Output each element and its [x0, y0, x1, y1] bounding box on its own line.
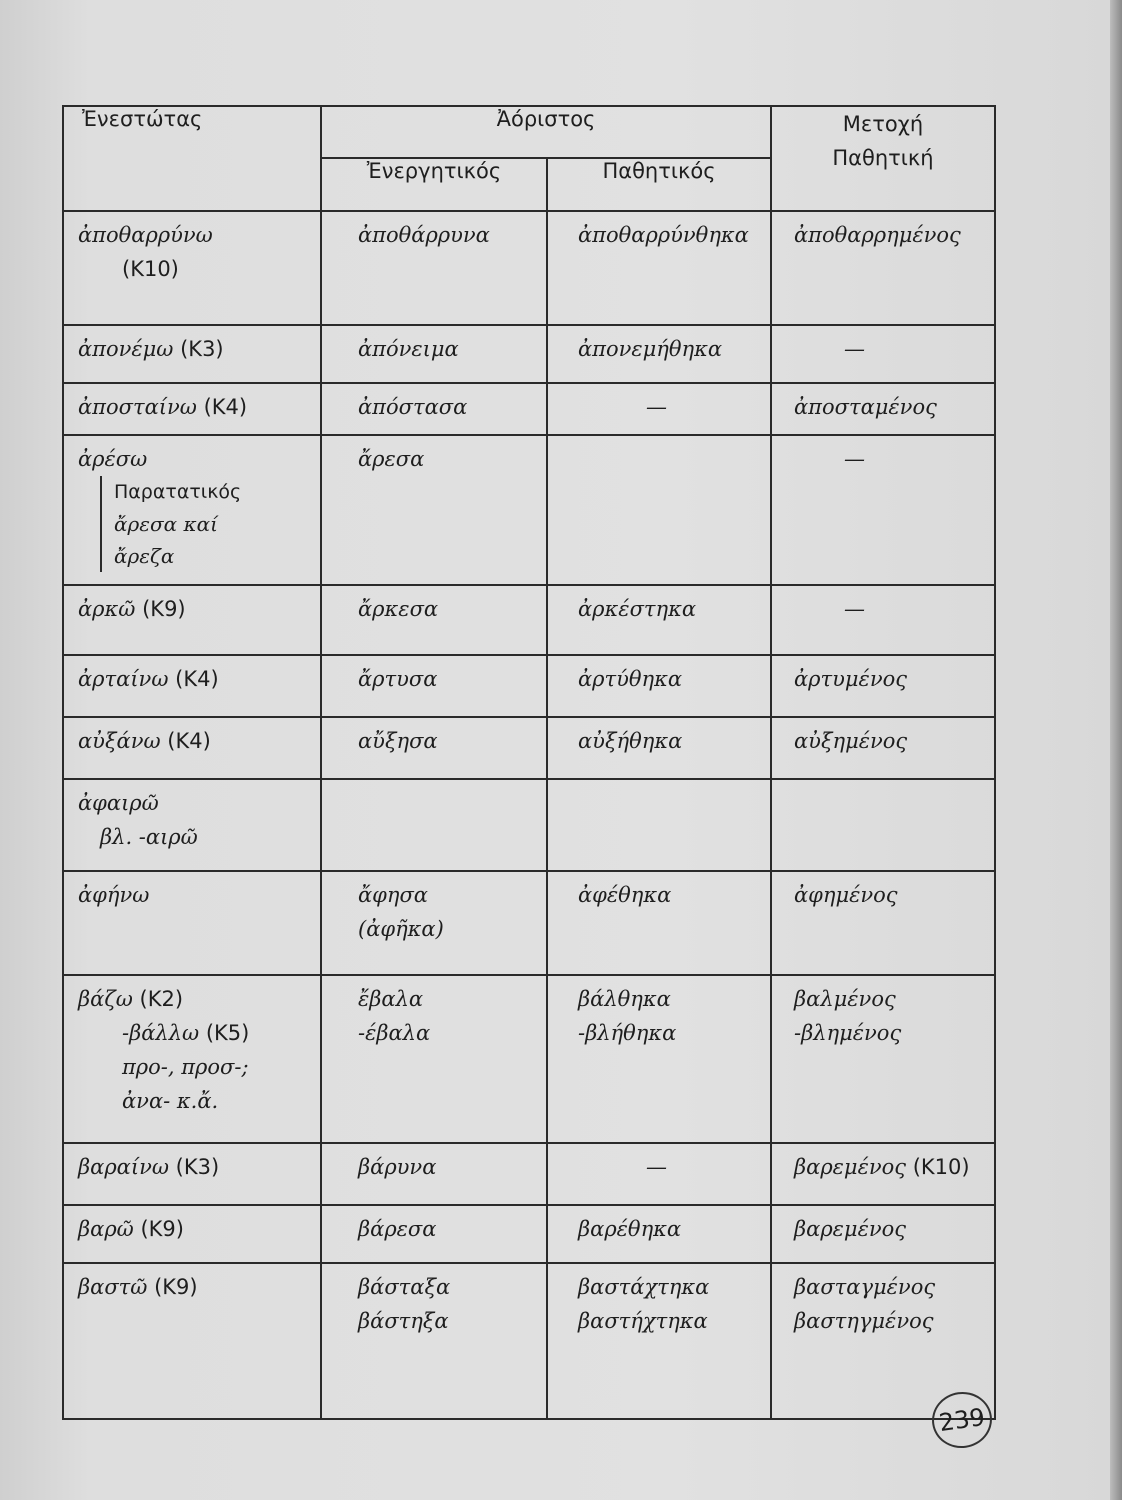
cell-passive-aorist — [547, 717, 771, 779]
table-row — [63, 325, 995, 383]
cell-text: (Κ10) — [122, 257, 179, 281]
cell-text: ἀνα- κ.ἄ. — [122, 1089, 219, 1113]
cell-text: — — [844, 597, 865, 621]
cell-passive-aorist — [547, 211, 771, 325]
cell-text: ἀφήνω — [78, 883, 150, 907]
cell-present — [63, 975, 321, 1143]
cell-text: βάρεσα — [358, 1217, 437, 1241]
cell-present — [63, 779, 321, 871]
imperfect-note-form: ἄρεσα καί — [114, 512, 218, 536]
table-row — [63, 779, 995, 871]
cell-text: βαραίνω (Κ3) — [78, 1155, 220, 1179]
cell-active-aorist — [321, 435, 547, 585]
cell-text: βάλθηκα — [578, 987, 671, 1011]
cell-text: -έβαλα — [358, 1021, 431, 1045]
cell-present — [63, 717, 321, 779]
page-edge-shadow — [1110, 0, 1122, 1500]
cell-text: προ-, προσ-; — [122, 1055, 249, 1079]
cell-present — [63, 383, 321, 435]
cell-text: ἀποθαρρύνθηκα — [578, 223, 749, 247]
cell-present — [63, 871, 321, 975]
cell-present — [63, 1205, 321, 1263]
cell-text: αὐξημένος — [794, 729, 908, 753]
cell-participle — [771, 211, 995, 325]
cell-participle — [771, 717, 995, 779]
table-row — [63, 435, 995, 585]
cell-active-aorist — [321, 975, 547, 1143]
cell-text: ἀποθάρρυνα — [358, 223, 490, 247]
header-active: Ἐνεργητικός — [321, 158, 547, 211]
cell-participle — [771, 779, 995, 871]
cell-text: βαλμένος — [794, 987, 896, 1011]
cell-text: ἀρέσω — [78, 447, 148, 471]
cell-text: βαρῶ (Κ9) — [78, 1217, 184, 1241]
cell-active-aorist — [321, 585, 547, 655]
header-present: Ἐνεστώτας — [63, 106, 321, 211]
cell-text: βαστήχτηκα — [578, 1309, 708, 1333]
header-participle: Μετοχή Παθητική — [771, 106, 995, 211]
cell-text: ἀποσταίνω (Κ4) — [78, 395, 248, 419]
table-row — [63, 211, 995, 325]
table-row — [63, 383, 995, 435]
cell-text: — — [646, 395, 667, 419]
cell-text: ἀφαιρῶ — [78, 791, 159, 815]
cell-text: βαστῶ (Κ9) — [78, 1275, 198, 1299]
cell-text: βαρεμένος (Κ10) — [794, 1155, 970, 1179]
cell-active-aorist — [321, 871, 547, 975]
imperfect-note — [100, 476, 320, 572]
table-row — [63, 655, 995, 717]
cell-text: βάσταξα — [358, 1275, 451, 1299]
cell-present — [63, 1263, 321, 1419]
cell-passive-aorist — [547, 1143, 771, 1205]
cell-participle — [771, 975, 995, 1143]
cell-text: ἀρκῶ (Κ9) — [78, 597, 186, 621]
cell-active-aorist — [321, 1143, 547, 1205]
cell-text: ἀπονέμω (Κ3) — [78, 337, 224, 361]
cell-text: βαρεμένος — [794, 1217, 907, 1241]
cell-text: ἀποθαρρημένος — [794, 223, 961, 247]
table-row — [63, 717, 995, 779]
cell-text: ἀρτυμένος — [794, 667, 907, 691]
cell-present — [63, 585, 321, 655]
cell-text: αὐξάνω (Κ4) — [78, 729, 211, 753]
cell-present — [63, 1143, 321, 1205]
cell-passive-aorist — [547, 585, 771, 655]
cell-text: βαρέθηκα — [578, 1217, 682, 1241]
cell-passive-aorist — [547, 975, 771, 1143]
header-aorist: Ἀόριστος — [321, 106, 771, 158]
cell-text: — — [646, 1155, 667, 1179]
table-row — [63, 1143, 995, 1205]
cell-text: ἀπονεμήθηκα — [578, 337, 723, 361]
cell-present — [63, 435, 321, 585]
cell-passive-aorist — [547, 655, 771, 717]
cell-text: ἀρκέστηκα — [578, 597, 697, 621]
imperfect-note-form: ἄρεζα — [114, 544, 175, 568]
table-row — [63, 1263, 995, 1419]
cell-participle — [771, 655, 995, 717]
cell-text: -βλημένος — [794, 1021, 902, 1045]
cell-text: ἄρτυσα — [358, 667, 438, 691]
cell-active-aorist — [321, 655, 547, 717]
cell-present — [63, 655, 321, 717]
cell-present — [63, 211, 321, 325]
cell-passive-aorist — [547, 383, 771, 435]
cell-text: ἄρεσα — [358, 447, 425, 471]
cell-text: βαστάχτηκα — [578, 1275, 710, 1299]
cell-passive-aorist — [547, 871, 771, 975]
table-row — [63, 975, 995, 1143]
cell-active-aorist — [321, 717, 547, 779]
verb-table — [62, 105, 996, 1420]
cell-text: ἀποσταμένος — [794, 395, 937, 419]
header-passive: Παθητικός — [547, 158, 771, 211]
cell-active-aorist — [321, 1205, 547, 1263]
cell-participle — [771, 871, 995, 975]
cell-participle — [771, 383, 995, 435]
cell-participle — [771, 325, 995, 383]
cell-present — [63, 325, 321, 383]
table-row — [63, 585, 995, 655]
cell-text: -βλήθηκα — [578, 1021, 677, 1045]
cell-active-aorist — [321, 325, 547, 383]
cell-active-aorist — [321, 211, 547, 325]
cell-text: ἀπόστασα — [358, 395, 468, 419]
cell-text: (ἀφῆκα) — [358, 917, 444, 941]
cell-active-aorist — [321, 779, 547, 871]
cell-text: ἄφησα — [358, 883, 428, 907]
cell-text: ἀρτύθηκα — [578, 667, 683, 691]
cell-active-aorist — [321, 383, 547, 435]
cell-participle — [771, 585, 995, 655]
header-row-1 — [63, 106, 995, 158]
cell-text: -βάλλω (Κ5) — [122, 1021, 250, 1045]
cell-participle — [771, 1143, 995, 1205]
cell-text: ἄρκεσα — [358, 597, 439, 621]
cell-passive-aorist — [547, 435, 771, 585]
cell-text: — — [844, 337, 865, 361]
cell-text: βαστηγμένος — [794, 1309, 934, 1333]
cell-text: ἀφημένος — [794, 883, 898, 907]
cell-text: ἀφέθηκα — [578, 883, 672, 907]
cell-passive-aorist — [547, 1263, 771, 1419]
cell-text: ἀποθαρρύνω — [78, 223, 213, 247]
cell-text: — — [844, 447, 865, 471]
cell-passive-aorist — [547, 325, 771, 383]
cell-text: βάρυνα — [358, 1155, 437, 1179]
cell-participle — [771, 435, 995, 585]
verb-rows — [63, 211, 995, 1419]
cell-text: ἀπόνειμα — [358, 337, 459, 361]
table-row — [63, 1205, 995, 1263]
cell-active-aorist — [321, 1263, 547, 1419]
cell-participle — [771, 1205, 995, 1263]
cell-text: αὐξήθηκα — [578, 729, 683, 753]
cell-text: αὔξησα — [358, 729, 438, 753]
imperfect-note-label: Παρατατικός — [114, 481, 242, 503]
table-row — [63, 871, 995, 975]
cell-text: βασταγμένος — [794, 1275, 936, 1299]
cell-text: ἔβαλα — [358, 987, 424, 1011]
cell-passive-aorist — [547, 1205, 771, 1263]
page-number: 239 — [928, 1388, 995, 1452]
cell-text: βάζω (Κ2) — [78, 987, 184, 1011]
cell-passive-aorist — [547, 779, 771, 871]
cell-text: βλ. -αιρῶ — [100, 825, 198, 849]
cell-text: βάστηξα — [358, 1309, 449, 1333]
cell-text: ἀρταίνω (Κ4) — [78, 667, 219, 691]
